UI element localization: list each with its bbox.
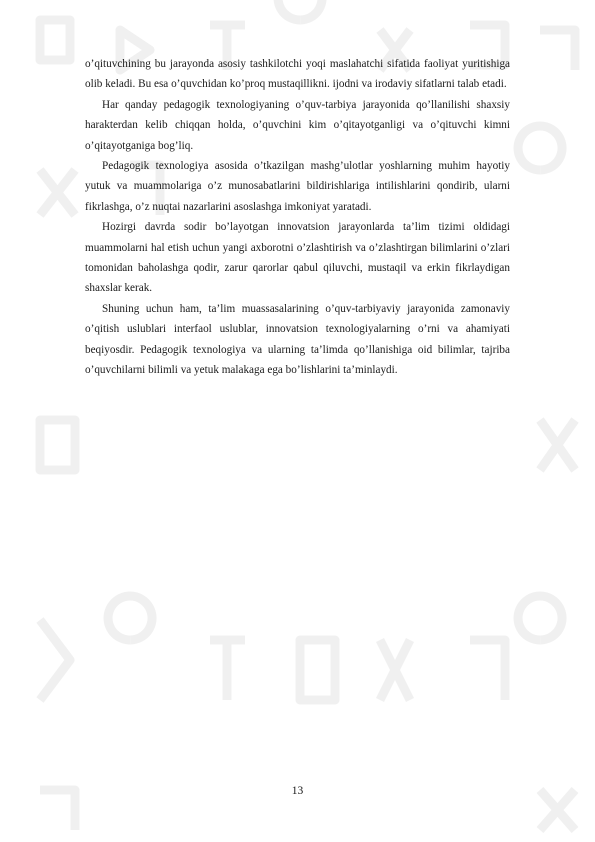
body-text <box>85 54 510 381</box>
paragraph-2: Har qanday pedagogik texnologiyaning o’quv-tarbiya jarayonida qo’llanilishi shaxsiy harakterdan kelib chiqqan holda, o’quvchini kim o’qitayotganligi va o’qituvchi kimni o’qitayotganiga bog’liq. <box>85 98 510 152</box>
paragraph-3: Pedagogik texnologiya asosida o’tkazilgan mashg’ulotlar yoshlarning muhim hayotiy yutuk va muammolariga o’z munosabatlarini bildirishlariga intilishlarini qondirib, ularni fikrlashga, o’z nuqtai nazarlarini asoslashga imkoniyat yaratadi. <box>85 160 510 213</box>
paragraph-4: Hozirgi davrda sodir bo’layotgan innovatsion jarayonlarda ta’lim tizimi oldidagi muammolarni hal etish uchun yangi axborotni o’zlashtirish va o’zlashtirgan bilimlarini o’zlari tomonidan baholashga qodir, zarur qarorlar qabul qiluvchi, mustaqil va erkin fikrlaydigan shaxslar kerak. <box>85 221 510 295</box>
page-number: 13 <box>291 785 304 797</box>
paragraph-5: Shuning uchun ham, ta’lim muassasalarining o’quv-tarbiyaviy jarayonida zamonaviy o’qitish uslublari interfaol uslublar, innovatsion texnologiyalarning o’rni va ahamiyati beqiyosdir. Pedagogik texnologiya va ularning ta’limda qo’llanishiga oid bilimlar, tajriba o’quvchilarni bilimli va yetuk malakaga ega bo’lishlarini ta’minlaydi. <box>85 302 510 377</box>
paragraph-1: o’qituvchining bu jarayonda asosiy tashkilotchi yoqi maslahatchi sifatida faoliyat yuritishiga olib keladi. Bu esa o’quvchidan ko’proq mustaqillikni. ijodni va irodaviy sifatlarni talab etadi. <box>85 58 510 91</box>
